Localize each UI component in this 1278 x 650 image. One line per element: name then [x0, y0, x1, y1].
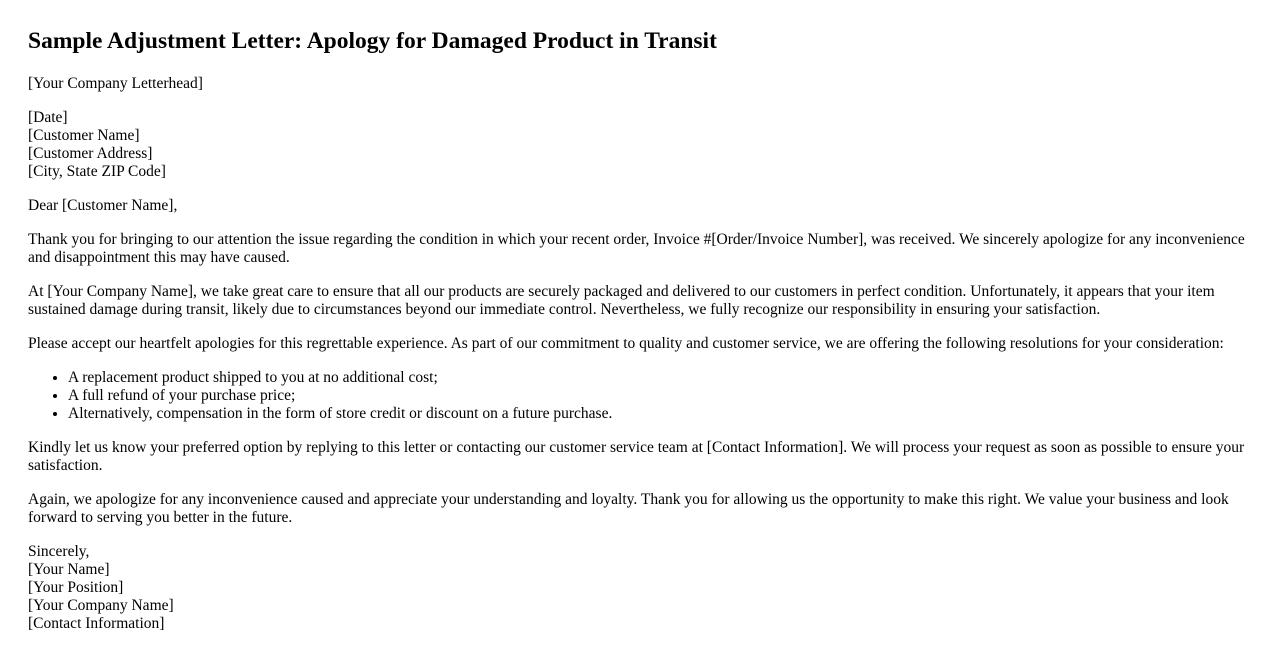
signer-position: [Your Position] — [28, 579, 124, 596]
signer-contact: [Contact Information] — [28, 615, 165, 632]
city-state-zip-line: [City, State ZIP Code] — [28, 163, 166, 180]
letterhead: [Your Company Letterhead] — [28, 75, 203, 92]
closing-paragraph-1: Kindly let us know your preferred option by replying to this letter or contacting our customer service team at [Contact Information]. We will process your request as soon as possible to ensure your satisfaction. — [28, 439, 1245, 474]
body-paragraph-3: Please accept our heartfelt apologies for this regrettable experience. As part of our commitment to quality and customer service, we are offering the following resolutions for your consideration: — [28, 335, 1224, 352]
signer-company: [Your Company Name] — [28, 597, 174, 614]
signer-name: [Your Name] — [28, 561, 110, 578]
list-item: • Alternatively, compensation in the form of store credit or discount on a future purchase. — [68, 405, 1250, 423]
page-title: Sample Adjustment Letter: Apology for Damaged Product in Transit — [28, 28, 717, 54]
body-paragraph-1: Thank you for bringing to our attention the issue regarding the condition in which your recent order, Invoice #[Order/Invoice Number], was received. We sincerely apologize for any inconvenience and disappointment this may have caused. — [28, 231, 1245, 266]
signature-block — [28, 543, 1250, 633]
recipient-address-block — [28, 109, 1250, 181]
list-item: • A replacement product shipped to you at no additional cost; — [68, 369, 1250, 387]
salutation: Dear [Customer Name], — [28, 197, 178, 214]
customer-address-line: [Customer Address] — [28, 145, 153, 162]
body-paragraph-2: At [Your Company Name], we take great care to ensure that all our products are securely packaged and delivered to our customers in perfect condition. Unfortunately, it appears that your item sustained damage during transit, likely due to circumstances beyond our immediate control. Nevertheless, we fully recognize our responsibility in ensuring your satisfaction. — [28, 283, 1215, 318]
date-line: [Date] — [28, 109, 68, 126]
closing-paragraph-2: Again, we apologize for any inconvenience caused and appreciate your understanding and loyalty. Thank you for allowing us the opportunity to make this right. We value your business and look forward to serving you better in the future. — [28, 491, 1229, 526]
closing-word: Sincerely, — [28, 543, 90, 560]
customer-name-line: [Customer Name] — [28, 127, 140, 144]
resolution-list — [28, 369, 1250, 423]
list-item: • A full refund of your purchase price; — [68, 387, 1250, 405]
